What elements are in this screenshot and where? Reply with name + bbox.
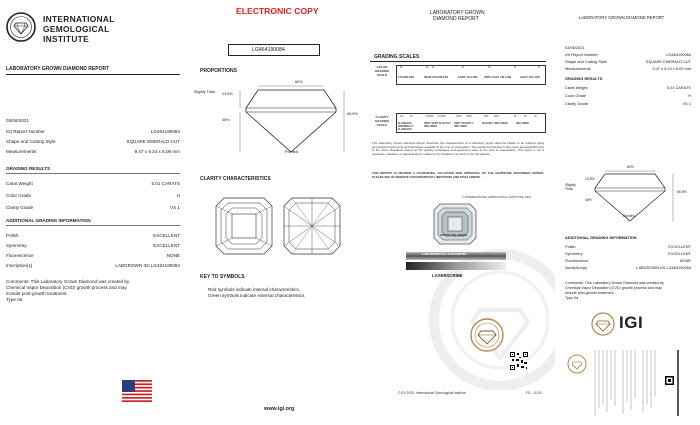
laserscribe-label: LASERSCRIBE [432,273,463,278]
side-table-percent: 60% [627,165,634,169]
report-number-boxed: LG464190084 [252,47,285,53]
clarity-group: VERY SLIGHTLY INCLUDED [454,122,474,129]
side-grading-row [565,102,691,107]
color-group: COLORLESS [398,76,415,79]
clarity-grade: I2 [524,114,527,118]
field-row [6,139,180,145]
grading-value: 5.01 CARATS [151,181,180,186]
igi-logo-seal-icon [591,312,615,336]
grading-row [6,205,180,211]
color-grade-k: K [462,65,465,69]
clarity-grade: SI2 [494,114,499,118]
clarity-grade: SI1 [484,114,489,118]
side-additional-value: EXCELLENT [668,251,691,256]
color-grade-g: G [426,65,429,69]
pavilion-percent: 46% [222,118,230,122]
side-additional-value: NONE [679,258,691,263]
clarity-group: INCLUDED [516,122,529,125]
additional-label: Inscription(s) [6,263,33,268]
comments-line: include post-growth treatment. [6,291,68,296]
copyright-small: © INTERNATIONAL GEMOLOGICAL INSTITUTE, 2021 [462,195,532,199]
side-date: 03/06/2021 [565,45,585,50]
laser-gradient-bar [406,262,506,270]
center-title-line1: LABORATORY GROWN [430,10,485,16]
grading-row [6,181,180,187]
grading-results-heading: GRADING RESULTS [6,166,51,171]
color-grade-s: S [514,65,517,69]
clarity-grade: FL [400,114,404,118]
side-additional-label: Inscription(s) [565,265,588,270]
pavilion-plot-diagram [282,196,342,256]
field-row [6,129,180,135]
field-label: IGI Report Number [6,129,45,134]
additional-grading-heading: ADDITIONAL GRADING INFORMATION [6,218,91,223]
side-grading-row [565,86,691,91]
side-proportions-diagram [581,166,681,228]
brand-name-line3: INSTITUTE [43,34,89,44]
clarity-characteristics-heading: CLARITY CHARACTERISTICS [200,176,271,182]
footer-code: FD - 10.00 [526,391,542,395]
additional-row [6,253,180,259]
additional-value: EXCELLENT [153,233,180,238]
side-additional-heading: ADDITIONAL GRADING INFORMATION [565,235,637,240]
culet-label: Pointed [285,150,298,154]
grading-value: VS 1 [170,205,180,210]
side-field-row [565,67,691,72]
proportions-heading: PROPORTIONS [200,68,237,74]
disclaimer-text: This Laboratory Grown Diamond Report describes the characteristics of a laboratory grown diamond based on an analysis using gemological instruments and techniques available at the time of examination. The results documented in this report are applicable only to the stone described, based on the grading techniques and equipment used at the time of examination. This report is not a guarantee, valuation or appraisal and is subject to the limitations set forth on the IGI website. [372,141,544,156]
report-title: LABORATORY GROWN DIAMOND REPORT [6,66,110,72]
center-title-line2: DIAMOND REPORT [433,16,479,22]
side-additional-value: EXCELLENT [668,244,691,249]
proportions-diagram [228,80,358,170]
additional-label: Polish [6,233,19,238]
color-scale-label: COLOR GRADING SCALE [374,65,390,77]
brand-name-line2: GEMOLOGICAL [43,24,110,34]
grading-scales-heading: GRADING SCALES [374,54,420,60]
side-girdle-label: Slightly Thick [565,183,576,192]
diamond-photo [432,202,478,246]
clarity-grade: VVS2 [438,114,446,118]
side-grading-label: Color Grade [565,93,587,98]
side-grading-row [565,94,691,99]
key-line-internal: Red symbols indicate internal characteristics. [208,287,300,292]
clarity-scale-label: CLARITY GRADING SCALE [374,115,390,127]
section-divider [6,225,180,226]
side-field-label: Measurements [565,66,591,71]
side-crown-percent: 13.5% [585,177,595,181]
electronic-copy-label: ELECTRONIC COPY [236,6,319,16]
side-field-label: Shape and Cutting Style [565,59,607,64]
photo-caption: PHOTO ENLARGED [440,233,468,237]
additional-label: Symmetry [6,243,27,248]
grading-value: H [176,193,180,198]
additional-row [6,243,180,249]
clarity-group: SLIGHTLY INCLUDED [482,122,508,125]
side-pavilion-percent: 46% [585,198,592,202]
middle-panel [190,0,360,425]
grading-row [6,193,180,199]
crown-percent: 13.5% [222,92,233,96]
additional-value: NONE [166,253,180,258]
side-comments-line: Chemical Vapor Deposition (CVD) growth process and may [565,286,662,290]
comments-line: Comments: This Laboratory Grown Diamond was created by [6,279,130,284]
side-grading-label: Carat Weight [565,85,588,90]
clarity-group: FLAWLESS INTERNALLY FLAWLESS [398,122,414,132]
field-value: 9.47 x 9.24 x 6.09 mm [134,149,180,154]
side-grading-heading: GRADING RESULTS [565,76,603,81]
igi-seal-icon [6,12,36,42]
additional-row [6,263,180,269]
additional-value: LABGROWN IGI LG464190084 [115,263,180,268]
color-grade-n: N [488,65,491,69]
side-comments-line: include post-growth treatment. [565,291,615,295]
clarity-grade: VS2 [466,114,472,118]
field-label: Measurements [6,149,37,154]
section-divider [6,173,180,174]
additional-row [6,233,180,239]
side-additional-label: Polish [565,244,576,249]
clarity-grade: VVS1 [426,114,434,118]
igi-gold-seal-icon [470,318,504,352]
side-additional-row [565,259,691,264]
side-field-row [565,53,691,58]
side-additional-label: Symmetry [565,251,583,256]
laser-inscription-text: LABGROWN IGI LG464190084 [422,252,467,256]
table-percent: 60% [295,80,303,84]
color-group: NEAR COLORLESS [424,76,449,79]
grading-label: Carat Weight [6,181,33,186]
rotated-details-panel [565,346,691,420]
side-field-label: IGI Report Number [565,52,598,57]
side-comments-line: Comments: This Laboratory Grown Diamond was created by [565,281,664,285]
website-link[interactable]: www.igi.org [264,406,295,412]
grading-label: Color Grade [6,193,32,198]
color-group: FAINT YELLOW [458,76,478,79]
additional-label: Fluorescence [6,253,34,258]
scales-divider [370,61,546,62]
side-field-value: LG464190084 [666,52,691,57]
color-scale-bar [396,65,546,85]
side-culet-label: Pointed [623,214,635,218]
side-additional-row [565,266,691,271]
side-additional-row [565,245,691,250]
color-group: LIGHT YELLOW [520,76,540,79]
brand-name-line1: INTERNATIONAL [43,14,115,24]
side-grading-value: 5.01 CARATS [666,85,691,90]
comments-line: Type IIa [6,297,23,302]
clarity-group: VERY VERY SLIGHTLY INCLUDED [424,122,451,129]
clarity-grade: I3 [534,114,537,118]
color-grade-z: Z [538,65,540,69]
side-grading-value: H [688,93,691,98]
side-additional-label: Fluorescence [565,258,589,263]
center-panel [360,0,555,425]
left-panel [0,0,190,425]
side-field-value: SQUARE EMERALD CUT [645,59,691,64]
field-value: LG464190084 [150,129,180,134]
right-strip [555,0,700,425]
field-value: SQUARE EMERALD CUT [126,139,180,144]
side-additional-row [565,252,691,257]
us-flag-icon [122,380,152,402]
side-grading-value: VS 1 [682,101,691,106]
depth-percent: 65.9% [347,112,358,116]
footer-copyright: © IGI 2020, International Gemological Institute [398,391,466,395]
clarity-grade: IF [410,114,413,118]
side-title: LABORATORY GROWN DIAMOND REPORT [579,15,665,20]
additional-value: EXCELLENT [153,243,180,248]
qr-code[interactable] [510,352,528,370]
field-label: Shape and Cutting Style [6,139,56,144]
title-divider [6,74,180,75]
color-group: VERY LIGHT YELLOW [484,76,512,79]
side-depth-percent: 65.9% [677,190,687,194]
igi-logo-text: IGI [619,313,644,332]
comments-line: Chemical Vapor Deposition (CVD) growth process and may [6,285,127,290]
side-field-value: 9.47 x 9.24 x 6.09 mm [652,66,691,71]
color-grade-d: D [400,65,403,69]
clarity-grade: VS1 [456,114,462,118]
report-date: 03/06/2021 [6,118,29,123]
color-grade-h: H [432,65,435,69]
crown-plot-diagram [214,196,274,256]
key-line-external: Green symbols indicate external characteristics. [208,293,306,298]
key-to-symbols-heading: KEY TO SYMBOLS [200,274,245,280]
side-grading-label: Clarity Grade [565,101,588,106]
field-row [6,149,180,155]
grading-label: Clarity Grade [6,205,34,210]
disclaimer-caps: THIS REPORT IS NEITHER A GUARANTEE, VALUATION NOR APPRAISAL OF THE GEMSTONE DESCRIBED HEREIN. PLEASE SEE IGI WEBSITE FOR IMPORTANT LIMITATIONS AND DISCLAIMERS. [372,171,544,179]
side-additional-value: LABGROWN IGI LG464190084 [636,265,691,270]
girdle-label: Slightly Thick [194,90,216,94]
clarity-grade: I1 [514,114,517,118]
side-field-row [565,60,691,65]
side-comments-line: Type IIa [565,296,579,300]
